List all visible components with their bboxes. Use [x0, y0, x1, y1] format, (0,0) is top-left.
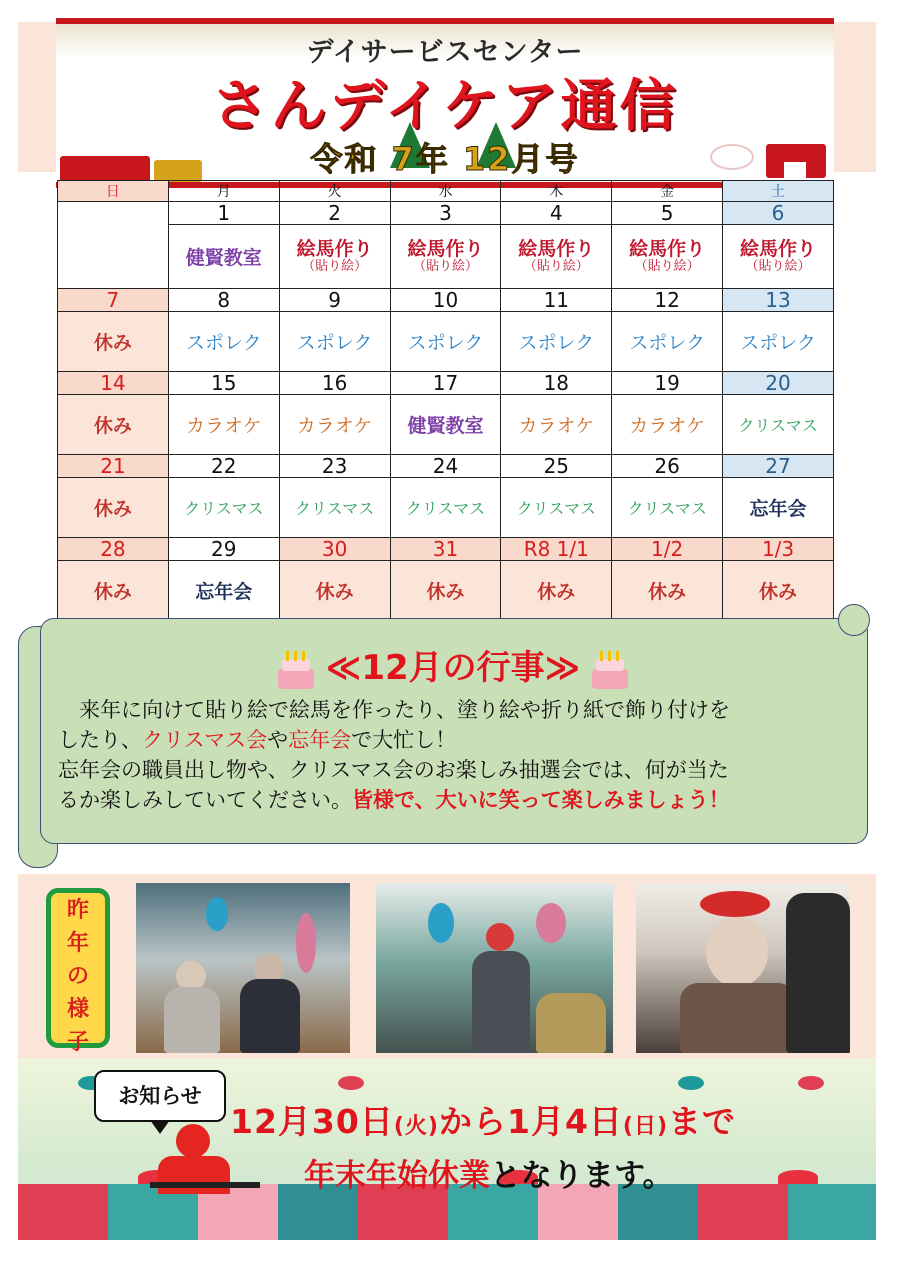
event-label: スポレク: [296, 332, 373, 354]
year-end-party-highlight: 忘年会: [288, 728, 352, 752]
events-line: [58, 785, 858, 815]
weekday-mon: 月: [168, 181, 279, 202]
date-cell: 30: [279, 538, 390, 561]
event-label: クリスマス: [405, 499, 486, 518]
text-run: るか楽しみしていてください。: [58, 788, 352, 812]
notice-badge: お知らせ: [94, 1070, 226, 1122]
weekday-fri: 金: [612, 181, 723, 202]
date-cell: 31: [390, 538, 501, 561]
event-cell: [723, 312, 834, 372]
event-calendar: [57, 180, 834, 621]
text-run: (火): [393, 1114, 439, 1139]
date-cell: 9: [279, 289, 390, 312]
last-year-label: [46, 888, 110, 1055]
event-label: 絵馬作り: [518, 237, 595, 260]
event-sublabel: （貼り絵）: [302, 258, 368, 274]
event-cell: [279, 478, 390, 538]
event-label: クリスマス: [184, 499, 264, 518]
holiday-highlight: 年末年始休業: [304, 1158, 490, 1194]
date-cell: 18: [501, 372, 612, 395]
date-cell: 16: [279, 372, 390, 395]
text-run: したり、: [58, 728, 142, 752]
event-cell: [723, 395, 834, 455]
date-cell: 8: [168, 289, 279, 312]
event-cell: 休み: [58, 312, 169, 372]
party-photo-2: [376, 883, 613, 1053]
event-cell: [612, 395, 723, 455]
weekday-sat: 土: [723, 181, 834, 202]
closing-highlight: 皆様で、大いに笑って楽しみましょう！: [352, 788, 730, 812]
event-row: [58, 225, 834, 289]
text-run: 12月30日: [230, 1102, 394, 1141]
events-title-text: ≪12月の行事≫: [325, 648, 581, 688]
weekday-tue: 火: [279, 181, 390, 202]
date-cell: 1/2: [612, 538, 723, 561]
event-row: [58, 395, 834, 455]
event-cell: [390, 225, 501, 289]
event-cell: 休み: [612, 561, 723, 621]
event-label: 絵馬作り: [629, 237, 706, 260]
event-cell: [390, 312, 501, 372]
weekday-header-row: [58, 181, 834, 202]
event-cell: [168, 478, 279, 538]
date-cell: 12: [612, 289, 723, 312]
event-cell: [168, 312, 279, 372]
date-cell: 6: [723, 202, 834, 225]
event-sublabel: （貼り絵）: [412, 258, 478, 274]
date-cell: 11: [501, 289, 612, 312]
date-row: [58, 372, 834, 395]
event-cell: [501, 225, 612, 289]
date-row: [58, 202, 834, 225]
holiday-statement: [304, 1150, 864, 1195]
event-sublabel: （貼り絵）: [745, 258, 811, 274]
text-run: (日): [622, 1114, 669, 1139]
event-label: クリスマス: [294, 499, 375, 518]
date-cell: 15: [168, 372, 279, 395]
date-row: [58, 455, 834, 478]
date-cell: 26: [612, 455, 723, 478]
event-label: スポレク: [629, 332, 705, 354]
event-row: [58, 478, 834, 538]
event-cell: [501, 395, 612, 455]
event-label: スポレク: [740, 332, 816, 354]
date-cell: 2: [279, 202, 390, 225]
event-cell: 休み: [58, 561, 169, 621]
event-cell: 休み: [279, 561, 390, 621]
label-char: の: [66, 964, 89, 989]
date-cell: 19: [612, 372, 723, 395]
date-cell: [58, 202, 169, 289]
event-row: [58, 561, 834, 621]
holiday-period: [230, 1096, 850, 1143]
event-cell: [501, 312, 612, 372]
event-cell: [612, 225, 723, 289]
event-cell: [723, 478, 834, 538]
date-cell: 25: [501, 455, 612, 478]
date-cell: 22: [168, 455, 279, 478]
event-label: 絵馬作り: [407, 237, 484, 260]
event-cell: [390, 478, 501, 538]
date-cell: 1: [168, 202, 279, 225]
date-cell: 17: [390, 372, 501, 395]
event-row: [58, 312, 834, 372]
birthday-cake-icon: [590, 651, 630, 689]
announcer-body: [158, 1156, 230, 1194]
weekday-thu: 木: [501, 181, 612, 202]
event-cell: [723, 225, 834, 289]
text-run: まで: [668, 1102, 737, 1141]
announcer-icon: [176, 1124, 210, 1158]
event-cell: 休み: [58, 478, 169, 538]
issue-label: 令和 7年 12月号: [310, 140, 580, 178]
event-label: 絵馬作り: [740, 237, 817, 260]
date-row: [58, 538, 834, 561]
christmas-party-highlight: クリスマス会: [142, 728, 268, 752]
newsletter-header: [56, 18, 834, 188]
date-cell: 4: [501, 202, 612, 225]
event-cell: [612, 478, 723, 538]
event-cell: [390, 395, 501, 455]
event-cell: [279, 395, 390, 455]
event-cell: 休み: [501, 561, 612, 621]
date-cell: 3: [390, 202, 501, 225]
event-label: クリスマス: [627, 499, 707, 518]
event-label: カラオケ: [185, 415, 262, 437]
event-label: 忘年会: [195, 581, 253, 603]
date-cell: 21: [58, 455, 169, 478]
weekday-sun: 日: [58, 181, 169, 202]
events-line: 来年に向けて貼り絵で絵馬を作ったり、塗り絵や折り紙で飾り付けを: [58, 698, 730, 722]
party-photo-3: [636, 883, 850, 1053]
label-char: 子: [66, 1030, 89, 1055]
header-subtitle: デイサービスセンター: [306, 37, 584, 67]
event-sublabel: （貼り絵）: [634, 258, 700, 274]
party-photo-1: [136, 883, 350, 1053]
event-cell: [279, 312, 390, 372]
event-label: カラオケ: [629, 415, 705, 437]
label-char: 様: [66, 997, 89, 1022]
events-line: [58, 725, 858, 755]
announcer-desk: [150, 1182, 260, 1188]
text-run: や: [267, 728, 289, 752]
date-cell: 20: [723, 372, 834, 395]
event-cell: [501, 478, 612, 538]
date-cell: R8 1/1: [501, 538, 612, 561]
date-cell: 7: [58, 289, 169, 312]
date-cell: 23: [279, 455, 390, 478]
label-char: 昨: [66, 898, 89, 923]
date-cell: 24: [390, 455, 501, 478]
events-line: 忘年会の職員出し物や、クリスマス会のお楽しみ抽選会では、何が当た: [58, 758, 729, 782]
event-cell: [168, 395, 279, 455]
date-cell: 28: [58, 538, 169, 561]
event-cell: [168, 561, 279, 621]
date-cell: 14: [58, 372, 169, 395]
weekday-wed: 水: [390, 181, 501, 202]
event-sublabel: （貼り絵）: [523, 258, 589, 274]
event-label: クリスマス: [738, 416, 818, 435]
event-cell: 休み: [58, 395, 169, 455]
event-label: 絵馬作り: [296, 237, 373, 260]
event-cell: 休み: [390, 561, 501, 621]
text-run: で大忙し！: [351, 728, 457, 752]
scroll-roll-right: [838, 604, 870, 636]
header-title: さんデイケア通信: [211, 74, 679, 139]
event-cell: 休み: [723, 561, 834, 621]
event-label: 健賢教室: [407, 415, 484, 437]
event-cell: [612, 312, 723, 372]
date-cell: 13: [723, 289, 834, 312]
date-cell: 1/3: [723, 538, 834, 561]
event-cell: [279, 225, 390, 289]
text-run: から1月4日: [438, 1102, 623, 1141]
date-row: [58, 289, 834, 312]
label-char: 年: [66, 931, 89, 956]
event-label: スポレク: [407, 332, 484, 354]
events-description: [58, 695, 858, 815]
events-title: [40, 640, 866, 689]
birthday-cake-icon: [276, 651, 316, 689]
text-run: となります。: [490, 1158, 674, 1194]
event-label: カラオケ: [296, 415, 373, 437]
event-cell: [168, 225, 279, 289]
event-label: 忘年会: [749, 498, 807, 520]
date-cell: 27: [723, 455, 834, 478]
event-label: カラオケ: [518, 415, 595, 437]
event-label: クリスマス: [516, 499, 596, 518]
event-label: スポレク: [185, 332, 262, 354]
date-cell: 29: [168, 538, 279, 561]
date-cell: 5: [612, 202, 723, 225]
event-label: スポレク: [518, 332, 595, 354]
date-cell: 10: [390, 289, 501, 312]
event-label: 健賢教室: [185, 247, 262, 269]
